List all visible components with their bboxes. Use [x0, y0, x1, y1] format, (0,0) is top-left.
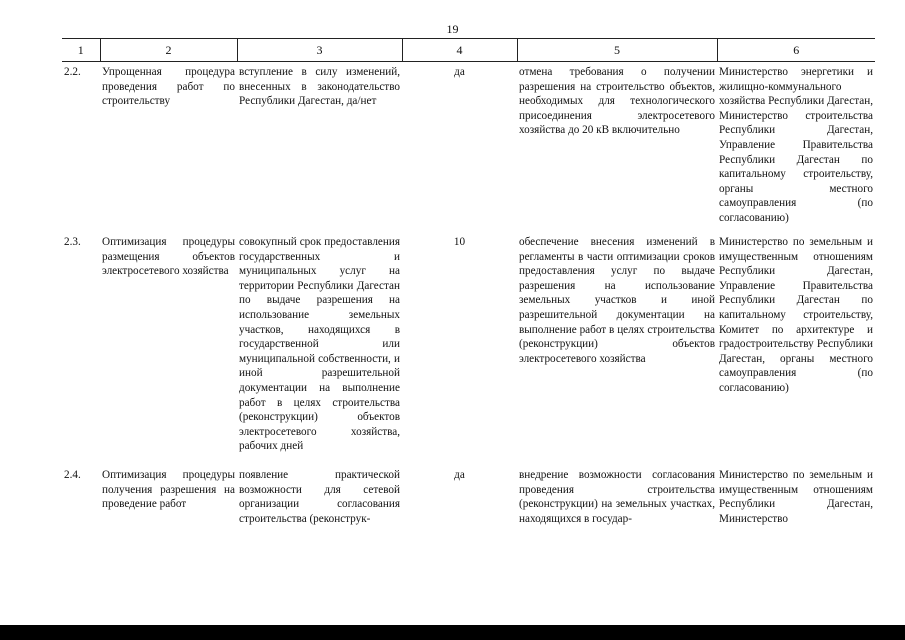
row-number: 2.3. [64, 236, 81, 248]
header-cell: 2 [100, 39, 237, 62]
value-cell: да [454, 66, 465, 78]
table-row [62, 235, 875, 468]
scan-edge-bar [0, 625, 905, 640]
header-cell: 5 [517, 39, 717, 62]
header-cell: 6 [717, 39, 875, 62]
header-cell: 3 [237, 39, 402, 62]
indicator-cell: совокупный срок предоставления государственных и муниципальных услуг на территории Республики Дагестан по выдаче разрешения на использование земельных участков, находящихся в государственной или муниципальной собственности, и иной разрешительной документации на выполнение работ в целях строительства (реконструкции) объектов электросетевого хозяйства, рабочих дней [239, 236, 400, 453]
responsible-cell: Министерство по земельным и имущественным отношениям Республики Дагестан, Министерство [719, 469, 873, 525]
header-cell: 1 [62, 39, 100, 62]
responsible-cell: Министерство по земельным и имущественным отношениям Республики Дагестан, Управление Правительства Республики Дагестан по капитальному строительству, Комитет по архитектуре и градостроительству Республики Дагестан, органы местного самоуправления (по согласованию) [719, 236, 873, 394]
measure-cell: Оптимизация процедуры размещения объектов электросетевого хозяйства [102, 236, 235, 278]
measures-table [62, 38, 875, 526]
result-cell: обеспечение внесения изменений в регламенты в части оптимизации сроков предоставления услуг по выдаче разрешения на использование земельных участков и иной разрешительной документации на выполнение работ в целях строительства (реконструкции) объектов электросетевого хозяйства [519, 236, 715, 365]
row-number: 2.4. [64, 469, 81, 481]
responsible-cell: Министерство энергетики и жилищно-коммунального хозяйства Республики Дагестан, Министерство строительства Республики Дагестан, Управление Правительства Республики Дагестан по капитальному строительству, органы местного самоуправления (по согласованию) [719, 66, 874, 224]
measure-cell: Оптимизация процедуры получения разрешения на проведение работ [102, 469, 235, 511]
table-row [62, 468, 875, 526]
indicator-cell: вступление в силу изменений, внесенных в законодательство Республики Дагестан, да/нет [239, 66, 400, 108]
table-row [62, 62, 875, 236]
measure-cell: Упрощенная процедура проведения работ по строительству [102, 66, 235, 108]
page-number: 19 [446, 22, 459, 36]
value-cell: да [454, 469, 465, 481]
header-cell: 4 [402, 39, 517, 62]
indicator-cell: появление практической возможности для сетевой организации согласования строительства (реконструк- [239, 469, 400, 525]
header-row [62, 39, 875, 62]
result-cell: внедрение возможности согласования проведения строительства (реконструкции) на земельных участках, находящихся в государ- [519, 469, 715, 525]
row-number: 2.2. [64, 66, 81, 78]
result-cell: отмена требования о получении разрешения на строительство объектов, необходимых для технологического присоединения электросетевого хозяйства до 20 кВ включительно [519, 66, 715, 137]
value-cell: 10 [453, 236, 466, 248]
